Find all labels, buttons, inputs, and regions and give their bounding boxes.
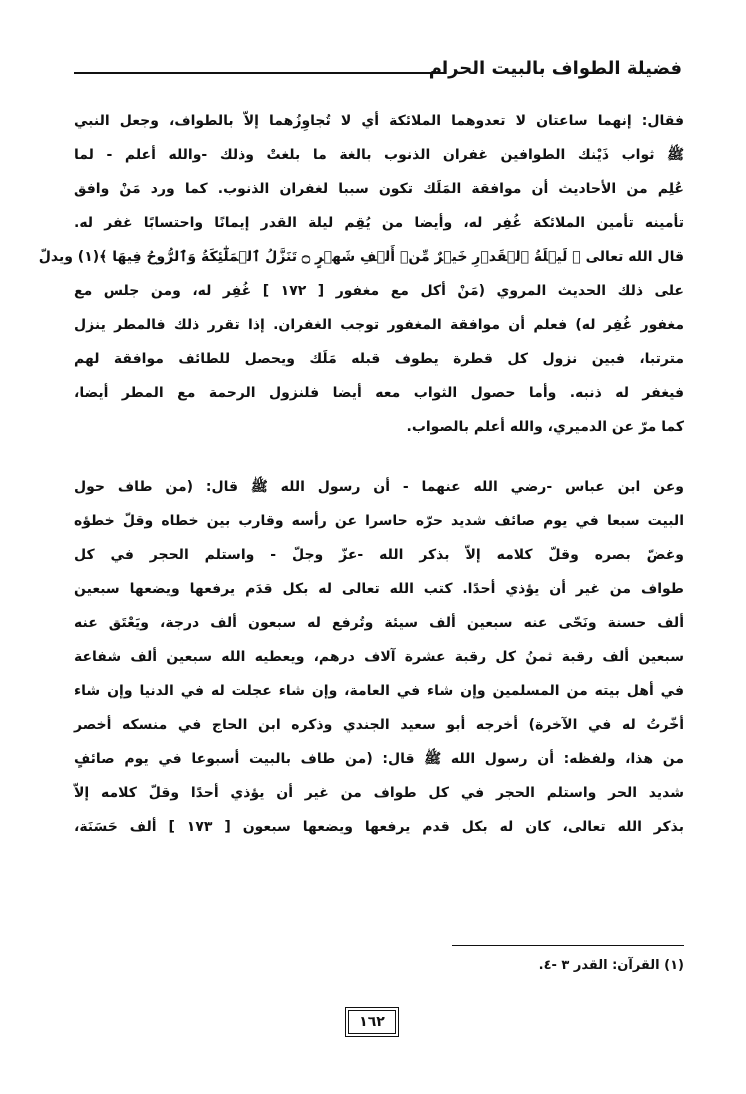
text-line: وعن ابن عباس -رضي الله عنهما - أن رسول الله ﷺ قال: (من طاف حول bbox=[74, 479, 684, 495]
text-line: ﷺ ثواب ذَيْنك الطوافين غفران الذنوب بالغة ما بلغتْ وذلك -والله أعلم - لما bbox=[74, 147, 684, 163]
text-line: من هذا، ولفظه: أن رسول الله ﷺ قال: (من طاف بالبيت أسبوعا في يوم صائفٍ bbox=[74, 751, 684, 767]
text-line: مترتبا، فبين نزول كل قطرة يطوف قبله مَلَك ويحصل للطائف موافقة لهم bbox=[74, 351, 684, 367]
text-line: تأمينه تأمين الملائكة غُفِر له، وأيضا من يُقِم ليلة القدر إيمانًا واحتسابًا غفر له. bbox=[74, 215, 684, 231]
running-header bbox=[74, 58, 682, 88]
text-line: قال الله تعالى ﴿ لَيۡلَةُ ٱلۡقَدۡرِ خَيۡرٌ مِّنۡ أَلۡفِ شَهۡرٍ ۝ تَنَزَّلُ ٱلۡمَلَٰٓئِكَةُ وَٱلرُّوحُ فِيهَا ﴾(١) ويدلّ bbox=[38, 249, 684, 265]
text-line: وغضّ بصره وقلّ كلامه إلاّ بذكر الله -عزّ وجلّ - واستلم الحجر في كل bbox=[74, 547, 684, 563]
text-line: البيت سبعا في يوم صائف شديد حرّه حاسرا عن رأسه وقارب بين خطاه وقلّ خطؤه bbox=[74, 513, 684, 529]
text-line: بذكر الله تعالى، كان له بكل قدم يرفعها ويضعها سبعون [ ١٧٣ ] ألف حَسَنَة، bbox=[74, 819, 685, 835]
header-title: فضيلة الطواف بالبيت الحرام bbox=[428, 58, 682, 79]
text-line: سبعين ألف رقبة ثمنُ كل رقبة عشرة آلاف درهم، ويعطيه الله سبعين ألف شفاعة bbox=[74, 649, 684, 665]
paragraph-gap bbox=[74, 444, 684, 470]
text-line: أخّرتُ له في الآخرة) أخرجه أبو سعيد الجندي وذكره ابن الحاج في منسكه أخصر bbox=[74, 717, 684, 733]
text-line: عُلِم من الأحاديث أن موافقة المَلَك تكون سببا لغفران الذنوب. كما ورد مَنْ وافق bbox=[74, 181, 684, 197]
text-line: شديد الحر واستلم الحجر في كل طواف من غير أن يؤذي أحدًا وقلّ كلامه إلاّ bbox=[74, 785, 684, 801]
page-number: ١٦٢ bbox=[348, 1010, 396, 1034]
text-line: فقال: إنهما ساعتان لا تعدوهما الملائكة أي لا تُجاوِزُهما إلاّ بالطواف، وجعل النبي bbox=[74, 113, 684, 129]
text-line: طواف من غير أن يؤذي أحدًا. كتب الله تعالى له بكل قدَم يرفعها ويضعها سبعين bbox=[74, 581, 684, 597]
text-line: مغفور غُفِر له) فعلم أن موافقة المغفور توجب الغفران. إذا تقرر ذلك فالمطر ينزل bbox=[74, 317, 684, 333]
text-line: في أهل بيته من المسلمين وإن شاء في العامة، وإن شاء عجلت له في الدنيا وإن شاء bbox=[74, 683, 684, 699]
header-rule bbox=[74, 72, 446, 74]
text-line: على ذلك الحديث المروي (مَنْ أكل مع مغفور [ ١٧٢ ] غُفِر له، ومن جلس مع bbox=[74, 283, 684, 299]
text-line: فيغفر له ذنبه. وأما حصول الثواب معه أيضا فلنزول الرحمة مع المطر أيضا، bbox=[74, 385, 684, 401]
footnote-rule bbox=[452, 945, 684, 946]
footnote: (١) القرآن: القدر ٣ -٤. bbox=[538, 958, 684, 973]
text-line: كما مرّ عن الدميري، والله أعلم بالصواب. bbox=[406, 419, 684, 435]
text-line: ألف حسنة ونَحّى عنه سبعين ألف سيئة وتُرفع له سبعون ألف درجة، ويَعْتَق عنه bbox=[74, 615, 684, 631]
body-text bbox=[38, 104, 685, 844]
